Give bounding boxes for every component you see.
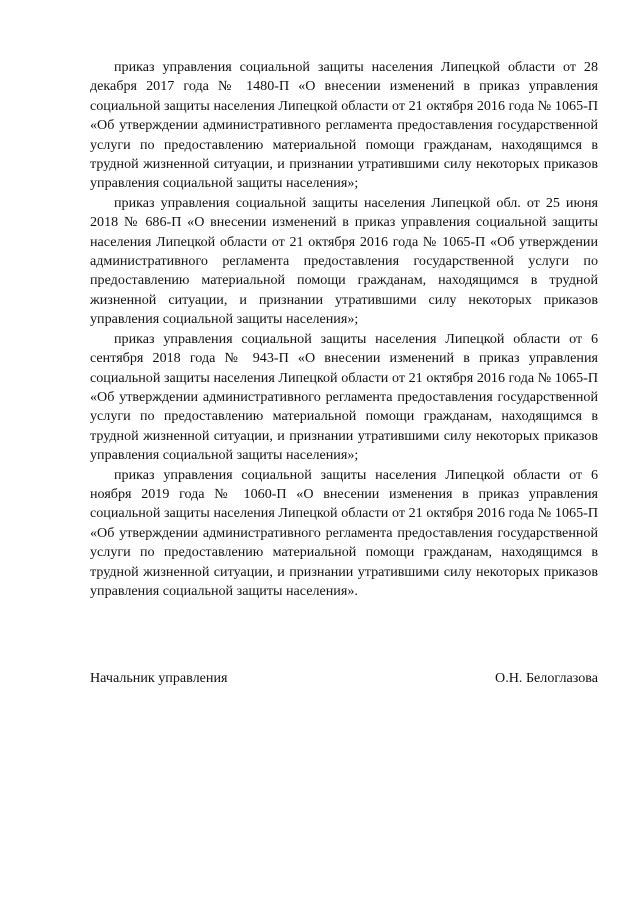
order-paragraph-1: приказ управления социальной защиты населения Липецкой области от 28 декабря 2017 года № 1480-П «О внесении изменений в приказ управления социальной защиты населения Липецкой области от 21 октября 2016 года № 1065-П «Об утверждении административного регламента предоставления государственной услуги по предоставлению материальной помощи гражданам, находящимся в трудной жизненной ситуации, и признании утратившими силу некоторых приказов управления социальной защиты населения»; [90, 59, 598, 192]
order-paragraph-4: приказ управления социальной защиты населения Липецкой области от 6 ноября 2019 года № 1060-П «О внесении изменения в приказ управления социальной защиты населения Липецкой области от 21 октября 2016 года № 1065-П «Об утверждении административного регламента предоставления государственной услуги по предоставлению материальной помощи гражданам, находящимся в трудной жизненной ситуации, и признании утратившими силу некоторых приказов управления социальной защиты населения». [90, 466, 598, 599]
signatory-name: О.Н. Белоглазова [495, 670, 598, 686]
signatory-position: Начальник управления [90, 670, 228, 686]
order-paragraph-2: приказ управления социальной защиты населения Липецкой обл. от 25 июня 2018 № 686-П «О внесении изменений в приказ управления социальной защиты населения Липецкой области от 21 октября 2016 года № 1065-П «Об утверждении административного регламента предоставления государственной услуги по предоставлению материальной помощи гражданам, находящимся в трудной жизненной ситуации, и признании утратившими силу некоторых приказов управления социальной защиты населения»; [90, 194, 598, 328]
order-paragraph-3: приказ управления социальной защиты населения Липецкой области от 6 сентября 2018 года № 943-П «О внесении изменений в приказ управления социальной защиты населения Липецкой области от 21 октября 2016 года № 1065-П «Об утверждении административного регламента предоставления государственной услуги по предоставлению материальной помощи гражданам, находящимся в трудной жизненной ситуации, и признании утратившими силу некоторых приказов управления социальной защиты населения»; [90, 330, 598, 464]
document-body [90, 58, 598, 601]
signature-block [90, 669, 598, 688]
